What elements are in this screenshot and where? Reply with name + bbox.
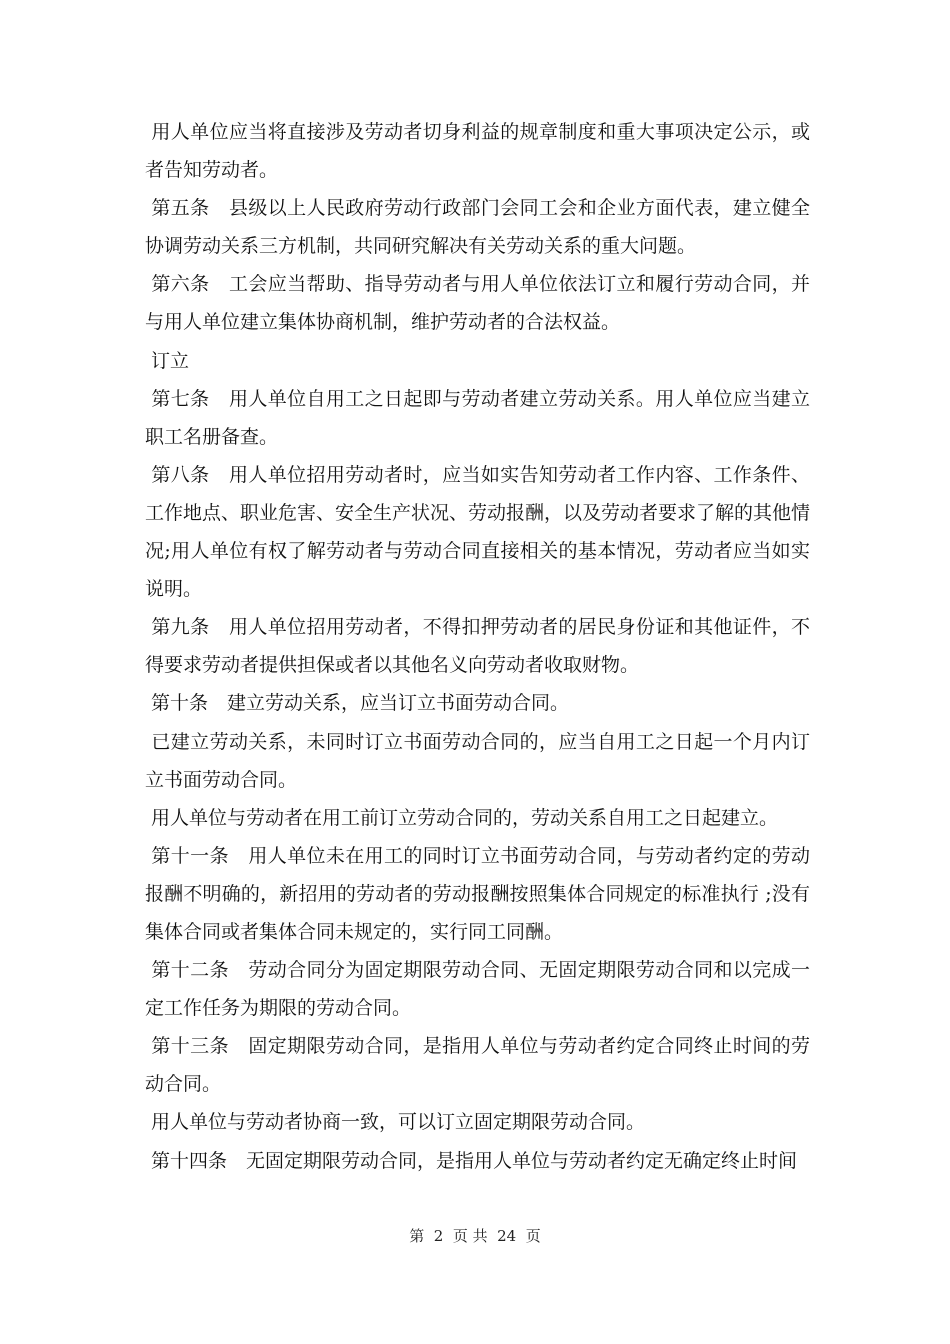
paragraph-disclosure: 用人单位应当将直接涉及劳动者切身利益的规章制度和重大事项决定公示，或者告知劳动者。 bbox=[145, 121, 810, 182]
page-number-footer: 第 2 页 共 24 页 bbox=[409, 1227, 541, 1245]
document-body bbox=[145, 113, 810, 1180]
paragraph-article-13: 第十三条 固定期限劳动合同，是指用人单位与劳动者约定合同终止时间的劳动合同。 bbox=[145, 1035, 810, 1096]
section-heading-conclusion: 订立 bbox=[145, 349, 190, 372]
paragraph-article-14: 第十四条 无固定期限劳动合同，是指用人单位与劳动者约定无确定终止时间 bbox=[145, 1149, 798, 1172]
paragraph-article-13-clause-2: 用人单位与劳动者协商一致，可以订立固定期限劳动合同。 bbox=[145, 1111, 646, 1134]
paragraph-article-7: 第七条 用人单位自用工之日起即与劳动者建立劳动关系。用人单位应当建立职工名册备查。 bbox=[145, 387, 810, 448]
paragraph-article-5: 第五条 县级以上人民政府劳动行政部门会同工会和企业方面代表，建立健全协调劳动关系三方机制，共同研究解决有关劳动关系的重大问题。 bbox=[145, 197, 810, 258]
paragraph-article-6: 第六条 工会应当帮助、指导劳动者与用人单位依法订立和履行劳动合同，并与用人单位建立集体协商机制，维护劳动者的合法权益。 bbox=[145, 273, 810, 334]
paragraph-article-10: 第十条 建立劳动关系，应当订立书面劳动合同。 bbox=[145, 692, 570, 715]
paragraph-article-12: 第十二条 劳动合同分为固定期限劳动合同、无固定期限劳动合同和以完成一定工作任务为期限的劳动合同。 bbox=[145, 959, 810, 1020]
paragraph-article-11: 第十一条 用人单位未在用工的同时订立书面劳动合同，与劳动者约定的劳动报酬不明确的，新招用的劳动者的劳动报酬按照集体合同规定的标准执行 ;没有集体合同或者集体合同未规定的，实行同工同酬。 bbox=[145, 844, 810, 943]
paragraph-article-10-clause-3: 用人单位与劳动者在用工前订立劳动合同的，劳动关系自用工之日起建立。 bbox=[145, 806, 779, 829]
paragraph-article-8: 第八条 用人单位招用劳动者时，应当如实告知劳动者工作内容、工作条件、工作地点、职业危害、安全生产状况、劳动报酬，以及劳动者要求了解的其他情况;用人单位有权了解劳动者与劳动合同直接相关的基本情况，劳动者应当如实说明。 bbox=[145, 463, 811, 601]
paragraph-article-10-clause-2: 已建立劳动关系，未同时订立书面劳动合同的，应当自用工之日起一个月内订立书面劳动合同。 bbox=[145, 730, 810, 791]
paragraph-article-9: 第九条 用人单位招用劳动者，不得扣押劳动者的居民身份证和其他证件，不得要求劳动者提供担保或者以其他名义向劳动者收取财物。 bbox=[145, 616, 810, 677]
